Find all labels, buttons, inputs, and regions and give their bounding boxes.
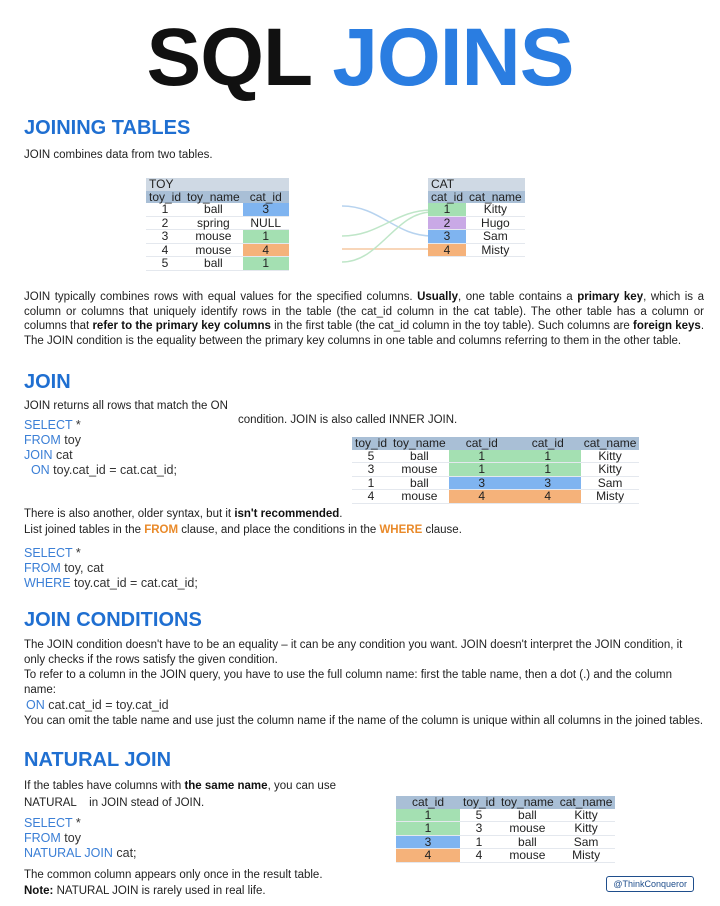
table-cell: 1 — [396, 809, 460, 822]
result-header: toy_name — [390, 437, 449, 450]
table-cell: 3 — [449, 476, 515, 490]
table-row — [352, 463, 639, 477]
sql-text: * — [72, 418, 81, 432]
table-row — [396, 849, 615, 863]
sql-keyword: FROM — [24, 831, 61, 845]
table-cell: 4 — [449, 490, 515, 504]
table-cell: 4 — [428, 243, 466, 257]
text-run: isn't recommended — [234, 508, 340, 520]
table-cell: ball — [184, 203, 243, 216]
table-row — [146, 216, 289, 230]
text-run: the same name — [184, 780, 268, 792]
table-cell: 3 — [428, 230, 466, 244]
table-row — [396, 822, 615, 836]
joining-tables-heading: JOINING TABLES — [24, 117, 191, 139]
text-run: primary key — [577, 291, 644, 303]
natural-desc-line2: NATURAL in JOIN stead of JOIN. — [24, 797, 205, 809]
joining-paragraph — [24, 290, 704, 348]
table-cell: 2 — [428, 216, 466, 230]
table-cell: 1 — [449, 463, 515, 477]
sql-keyword: FROM — [24, 561, 61, 575]
text-run: clause. — [422, 524, 462, 536]
join-desc-line1: JOIN returns all rows that match the ON — [24, 400, 228, 412]
table-cell: mouse — [184, 243, 243, 257]
table-row — [396, 809, 615, 822]
table-cell: 3 — [352, 463, 390, 477]
sql-text: toy, cat — [60, 561, 104, 575]
text-run: Note: — [24, 885, 54, 897]
sql-keyword: JOIN — [24, 448, 53, 462]
table-cell: 5 — [352, 450, 390, 463]
sql-text: toy.cat_id = cat.cat_id; — [49, 463, 177, 477]
sql-keyword: FROM — [24, 433, 61, 447]
table-row — [352, 450, 639, 463]
table-cell: mouse — [498, 849, 557, 863]
sql-text: toy — [60, 831, 81, 845]
table-row — [146, 243, 289, 257]
sql-text: cat.cat_id = toy.cat_id — [44, 698, 169, 712]
table-row — [352, 490, 639, 504]
table-cell: 4 — [243, 243, 289, 257]
table-cell: Sam — [466, 230, 525, 244]
conditions-p1: The JOIN condition doesn't have to be an equality – it can be any condition you want. JOIN doesn't interpret the JOIN condition, it only checks if the rows satisfy the given condition. — [24, 639, 683, 666]
table-cell: 3 — [146, 230, 184, 244]
result-header: toy_id — [352, 437, 390, 450]
table-cell: mouse — [184, 230, 243, 244]
result-header: cat_id — [449, 437, 515, 450]
text-run: . — [339, 508, 343, 520]
text-run: foreign keys — [633, 320, 701, 332]
table-row — [352, 476, 639, 490]
result-header: toy_name — [498, 796, 557, 809]
joining-intro: JOIN combines data from two tables. — [24, 149, 213, 161]
title-sql: SQL — [146, 12, 311, 103]
table-cell: 4 — [396, 849, 460, 863]
result-header: cat_name — [581, 437, 640, 450]
sql-keyword: SELECT — [24, 418, 73, 432]
result-header: cat_id — [515, 437, 581, 450]
table-cell: ball — [498, 835, 557, 849]
table-cell: ball — [184, 257, 243, 271]
table-cell: Misty — [581, 490, 640, 504]
table-cell: Sam — [581, 476, 640, 490]
table-cell: 3 — [515, 476, 581, 490]
table-cell: 1 — [243, 257, 289, 271]
table-cell: Kitty — [581, 450, 640, 463]
table-row — [428, 203, 525, 216]
text-run: If the tables have columns with — [24, 780, 185, 792]
join-result-table — [352, 437, 639, 504]
table-row — [146, 257, 289, 271]
table-cell: Misty — [466, 243, 525, 257]
text-run: . The JOIN condition is the equality between the primary key columns in one table and columns referring to them in the other table. — [24, 320, 705, 347]
table-row — [428, 243, 525, 257]
table-cell: 1 — [449, 450, 515, 463]
table-row — [146, 203, 289, 216]
text-run: , you can use — [267, 780, 336, 792]
sql-keyword: SELECT — [24, 546, 73, 560]
text-run: WHERE — [379, 524, 423, 536]
title-joins: JOINS — [332, 12, 574, 103]
table-cell: 4 — [515, 490, 581, 504]
table-cell: 3 — [396, 835, 460, 849]
natural-desc-line1 — [24, 779, 336, 794]
text-run: , which is a column or columns that uniquely identify rows in the table (the cat_id column in the cat table). The other table has a column or columns that — [24, 291, 704, 332]
table-cell: 3 — [460, 822, 498, 836]
table-cell: 1 — [460, 835, 498, 849]
text-run: JOIN typically combines rows with equal values for the specified columns. — [24, 291, 418, 303]
older-syntax-code — [24, 546, 198, 591]
table-cell: 1 — [515, 463, 581, 477]
conditions-code — [26, 698, 169, 713]
toy-header: toy_id — [146, 191, 184, 204]
sql-keyword: SELECT — [24, 816, 73, 830]
natural-result-table — [396, 796, 615, 863]
text-run: There is also another, older syntax, but it — [24, 508, 235, 520]
join-desc-line2: condition. JOIN is also called INNER JOIN. — [238, 414, 458, 426]
sql-text: * — [72, 546, 81, 560]
join-link-lines — [340, 200, 435, 275]
sql-keyword: ON — [26, 698, 45, 712]
table-cell: 4 — [352, 490, 390, 504]
table-row — [428, 216, 525, 230]
table-cell: 5 — [460, 809, 498, 822]
table-cell: ball — [390, 476, 449, 490]
conditions-p2: To refer to a column in the JOIN query, you have to use the full column name: first the table name, then a dot (.) and the column name: — [24, 669, 672, 696]
table-cell: 5 — [146, 257, 184, 271]
toy-header: cat_id — [243, 191, 289, 204]
text-run: FROM — [144, 524, 179, 536]
result-header: toy_id — [460, 796, 498, 809]
sql-text: toy.cat_id = cat.cat_id; — [70, 576, 198, 590]
table-cell: mouse — [390, 463, 449, 477]
table-cell: Hugo — [466, 216, 525, 230]
toy-header: toy_name — [184, 191, 243, 204]
text-run: List joined tables in the — [24, 524, 145, 536]
cat-caption: CAT — [428, 178, 525, 191]
table-cell: Sam — [557, 835, 616, 849]
table-cell: 1 — [515, 450, 581, 463]
table-cell: 4 — [460, 849, 498, 863]
text-run: clause, and place the conditions in the — [178, 524, 380, 536]
watermark-badge: @ThinkConqueror — [606, 876, 694, 892]
table-cell: mouse — [390, 490, 449, 504]
table-cell: ball — [390, 450, 449, 463]
table-cell: NULL — [243, 216, 289, 230]
table-row — [146, 230, 289, 244]
text-run: refer to the primary key columns — [92, 320, 271, 332]
sql-text: toy — [60, 433, 81, 447]
cat-header: cat_id — [428, 191, 466, 204]
join-code — [24, 418, 177, 478]
join-heading: JOIN — [24, 371, 71, 393]
table-cell: Kitty — [466, 203, 525, 216]
sql-text: * — [72, 816, 81, 830]
table-cell: mouse — [498, 822, 557, 836]
natural-note2 — [24, 884, 266, 899]
conditions-p3: You can omit the table name and use just the column name if the name of the column is unique within all columns in the joined tables. — [24, 715, 704, 727]
cat-header: cat_name — [466, 191, 525, 204]
join-conditions-heading: JOIN CONDITIONS — [24, 609, 202, 631]
table-cell: Kitty — [557, 809, 616, 822]
sql-keyword: WHERE — [24, 576, 71, 590]
table-cell: Kitty — [581, 463, 640, 477]
result-header: cat_id — [396, 796, 460, 809]
text-run: , one table contains a — [457, 291, 578, 303]
table-cell: 2 — [146, 216, 184, 230]
older-syntax-line1 — [24, 507, 343, 522]
result-header: cat_name — [557, 796, 616, 809]
natural-code — [24, 816, 137, 861]
natural-join-heading: NATURAL JOIN — [24, 749, 172, 771]
table-row — [428, 230, 525, 244]
table-cell: 1 — [146, 203, 184, 216]
table-cell: 1 — [396, 822, 460, 836]
table-cell: Misty — [557, 849, 616, 863]
sql-keyword: NATURAL JOIN — [24, 846, 113, 860]
table-cell: 4 — [146, 243, 184, 257]
table-cell: 1 — [352, 476, 390, 490]
table-cell: 1 — [243, 230, 289, 244]
text-run: NATURAL JOIN is rarely used in real life. — [53, 885, 266, 897]
table-cell: 3 — [243, 203, 289, 216]
text-run: Usually — [417, 291, 458, 303]
table-cell: spring — [184, 216, 243, 230]
sql-keyword: ON — [30, 463, 50, 477]
toy-table — [146, 178, 289, 271]
sql-text: cat; — [112, 846, 137, 860]
sql-text: cat — [52, 448, 73, 462]
toy-caption: TOY — [146, 178, 289, 191]
table-cell: 1 — [428, 203, 466, 216]
natural-note1: The common column appears only once in the result table. — [24, 869, 323, 881]
table-cell: Kitty — [557, 822, 616, 836]
page-title — [0, 12, 720, 104]
text-run: in the first table (the cat_id column in the toy table). Such columns are — [270, 320, 634, 332]
older-syntax-line2 — [24, 523, 462, 538]
table-row — [396, 835, 615, 849]
table-cell: ball — [498, 809, 557, 822]
cat-table — [428, 178, 525, 257]
